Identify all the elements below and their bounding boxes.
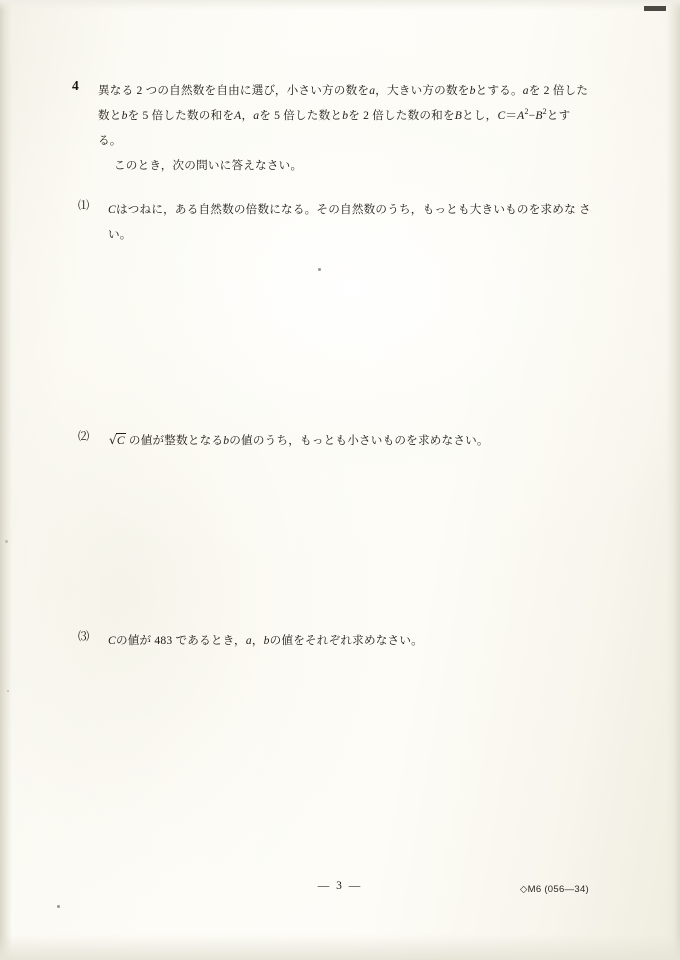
variable-b: b xyxy=(469,84,476,97)
formula-B: B xyxy=(535,109,543,122)
formula-exponent-1: 2 xyxy=(524,107,529,117)
stem-text-2e: を 2 倍した数の和を xyxy=(348,109,455,122)
sub-1-line-1 xyxy=(108,197,618,222)
sub-question-3-label: ⑶ xyxy=(78,631,90,643)
stem-line-2 xyxy=(98,103,612,128)
stem-text-2c: ， xyxy=(241,109,254,122)
stem-line-3: る。 xyxy=(98,134,122,147)
formula-exponent-2: 2 xyxy=(542,107,547,117)
variable-A: A xyxy=(234,109,242,122)
sub-3-text-1: の値が 483 であるとき， xyxy=(115,634,246,647)
question-stem xyxy=(98,78,612,178)
formula-C: C xyxy=(497,109,506,122)
question-number: 4 xyxy=(72,78,79,93)
variable-b-7: b xyxy=(263,634,270,647)
stem-line-4: このとき，次の問いに答えなさい。 xyxy=(114,159,303,172)
variable-b-5: b xyxy=(342,109,349,122)
sub-3-line-1 xyxy=(108,628,618,653)
variable-a-4: a xyxy=(253,109,260,122)
stem-text-1b: ，大きい方の数を xyxy=(375,84,470,97)
sub-question-3 xyxy=(78,628,618,653)
sub-question-2 xyxy=(78,428,618,453)
stem-text-2g: とす xyxy=(546,109,571,122)
variable-b-6: b xyxy=(223,434,230,447)
formula-equals: ＝ xyxy=(505,109,518,122)
variable-b-3: b xyxy=(121,109,128,122)
sub-question-3-body xyxy=(108,628,618,653)
sub-2-line-1 xyxy=(108,428,618,453)
sub-2-text-2: の値のうち，もっとも小さいものを求めなさい。 xyxy=(229,434,489,447)
question-4-block xyxy=(72,78,612,178)
stem-text-2a: 数と xyxy=(98,109,122,122)
stem-text-2f: とし， xyxy=(462,109,498,122)
page-number-footer: — 3 — xyxy=(317,880,363,892)
stem-text-1c: とする。 xyxy=(475,84,523,97)
radical-argument: C xyxy=(116,434,125,447)
sub-question-2-label: ⑵ xyxy=(78,431,90,443)
sub-question-1-body xyxy=(108,197,618,247)
stem-text-2d: を 5 倍した数と xyxy=(259,109,343,122)
variable-a-7: a xyxy=(245,634,252,647)
stem-text-1a: 異なる 2 つの自然数を自由に選び，小さい方の数を xyxy=(98,84,370,97)
sub-question-2-body xyxy=(108,428,618,453)
radical-symbol: √ xyxy=(109,433,117,447)
formula-A: A xyxy=(517,109,525,122)
variable-B: B xyxy=(454,109,463,122)
sub-question-1 xyxy=(78,197,618,247)
variable-a-2: a xyxy=(522,84,529,97)
variable-a: a xyxy=(369,84,376,97)
square-root-expression xyxy=(108,428,126,453)
sub-3-text-3: の値をそれぞれ求めなさい。 xyxy=(269,634,423,647)
sub-1-line-2: い。 xyxy=(108,228,132,241)
sub-1-text-1: はつねに，ある自然数の倍数になる。その自然数のうち，もっとも大きいものを求めな さ xyxy=(115,203,591,216)
sub-question-1-label: ⑴ xyxy=(78,200,90,212)
stem-text-1d: を 2 倍した xyxy=(528,84,589,97)
variable-C-2: C xyxy=(108,634,116,647)
sub-3-text-2: ， xyxy=(251,634,264,647)
formula-minus: − xyxy=(528,109,536,122)
paper-code-footer: ◇M6 (056—34) xyxy=(520,884,589,895)
variable-C: C xyxy=(108,203,116,216)
stem-line-1 xyxy=(98,78,612,103)
stem-text-2b: を 5 倍した数の和を xyxy=(127,109,235,122)
sub-2-text-1: の値が整数となる xyxy=(128,434,224,447)
